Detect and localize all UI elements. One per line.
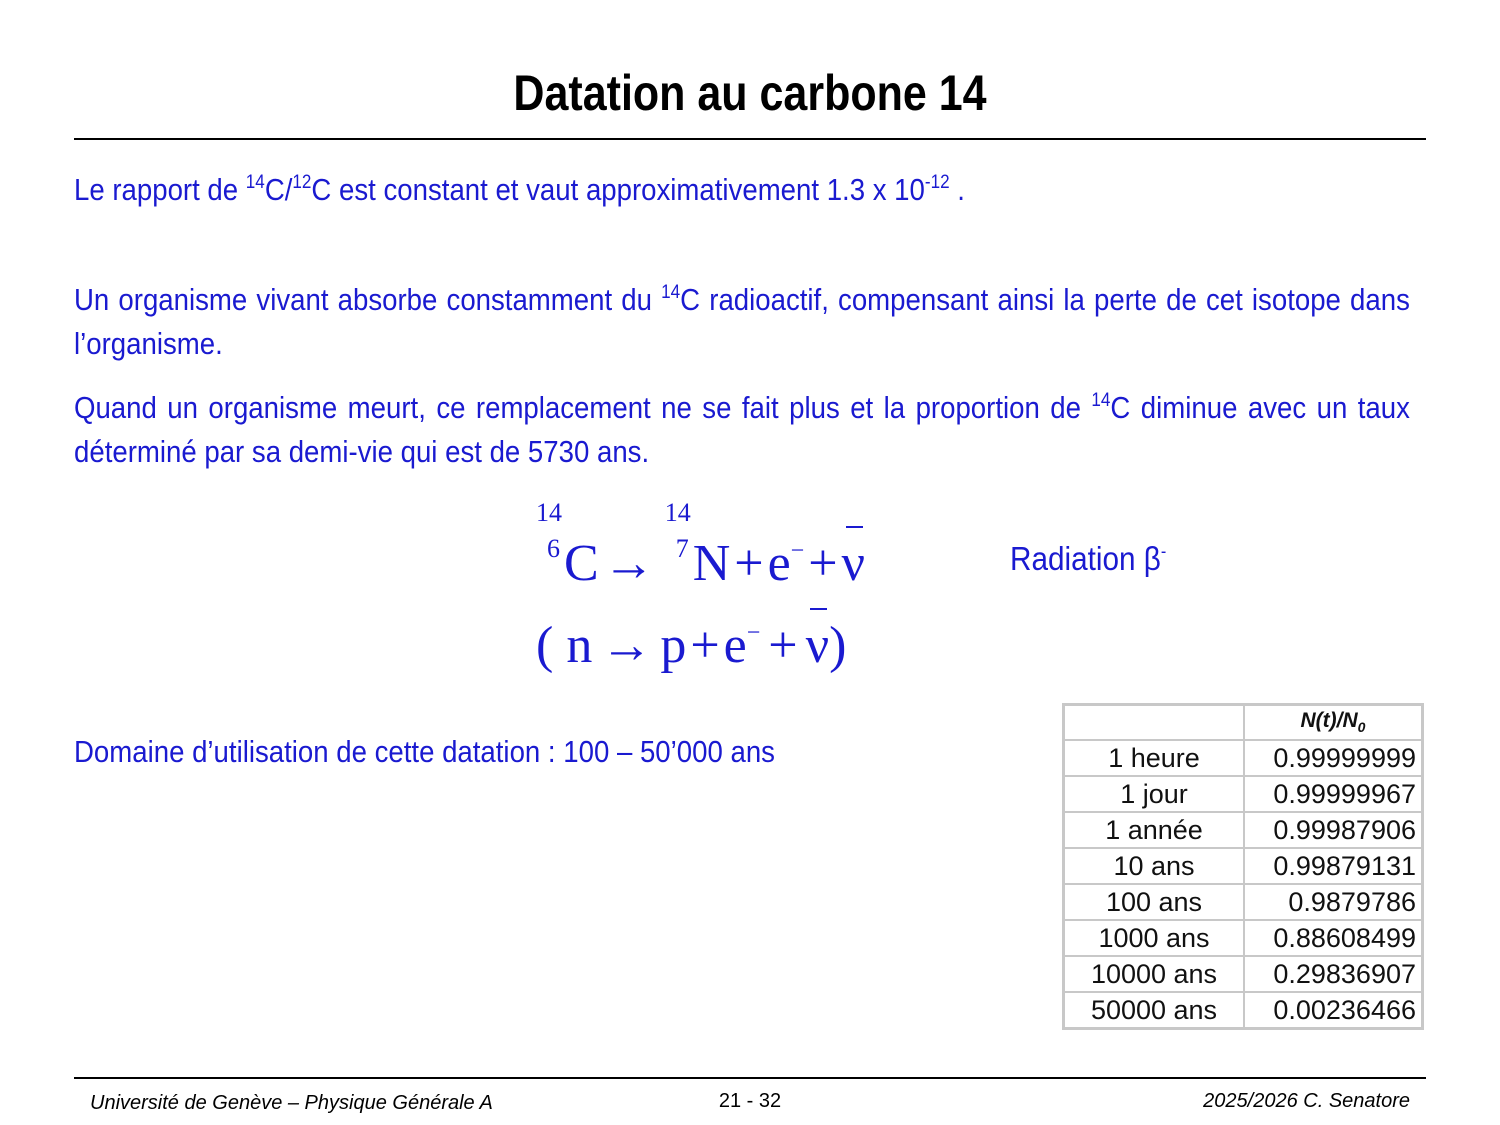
table-row (1064, 956, 1423, 992)
equation-beta-decay (530, 498, 866, 593)
p2-text-a: Un organisme vivant absorbe constamment du (74, 282, 662, 317)
carbon-symbol: C (564, 535, 599, 592)
table-header-row (1064, 705, 1423, 741)
cell-ratio: 0.99999967 (1244, 776, 1423, 812)
cell-ratio: 0.29836907 (1244, 956, 1423, 992)
nitrogen-symbol: N (692, 535, 731, 592)
radiation-label: Radiation β- (1010, 540, 1167, 577)
cell-time: 1 année (1064, 812, 1245, 848)
cell-time: 10 ans (1064, 848, 1245, 884)
reaction-arrow: → (602, 535, 655, 592)
cell-ratio: 0.99999999 (1244, 740, 1423, 776)
table-row (1064, 740, 1423, 776)
p1-text-d: . (949, 172, 965, 207)
header-time (1064, 705, 1245, 741)
footer-divider (74, 1077, 1426, 1079)
antineutrino-symbol: ν (805, 617, 830, 674)
p1-sup-14: 14 (245, 171, 265, 193)
header-ratio: $N(t)/N_0$ (1244, 705, 1423, 741)
table-row (1064, 920, 1423, 956)
electron-symbol: e (723, 617, 747, 674)
carbon-isotope-numbers: 14 6 (536, 498, 562, 563)
antineutrino-symbol: ν (841, 535, 866, 592)
footer-university: Université de Genève – Physique Générale A (90, 1092, 493, 1114)
plus-sign: + (768, 617, 798, 674)
p2-sup-14: 14 (661, 281, 681, 303)
reaction-arrow: → (600, 617, 653, 674)
p1-text-c: C est constant et vaut approximativement 1.3 x 10 (311, 172, 925, 207)
cell-time: 10000 ans (1064, 956, 1245, 992)
electron-symbol: e (767, 535, 791, 592)
plus-sign: + (734, 535, 764, 592)
close-paren: ) (829, 617, 847, 674)
p2-text-b: C radioactif, compensant ainsi la perte de cet isotope dans l’organisme. (74, 282, 1410, 361)
p3-sup-14: 14 (1091, 389, 1111, 411)
nitrogen-isotope-numbers: 14 7 (664, 498, 691, 563)
p1-text-b: C/ (264, 172, 293, 207)
equation-neutron-decay (536, 616, 846, 675)
cell-time: 1 heure (1064, 740, 1245, 776)
table-row (1064, 848, 1423, 884)
electron-charge: − (790, 537, 805, 564)
cell-time: 50000 ans (1064, 992, 1245, 1029)
decay-table (1062, 703, 1424, 1030)
page-number: 21 - 32 (718, 1090, 782, 1112)
p1-sup-exp: -12 (924, 171, 950, 193)
plus-sign: + (808, 535, 838, 592)
table-row (1064, 884, 1423, 920)
title-divider (74, 138, 1426, 140)
cell-ratio: 0.9879786 (1244, 884, 1423, 920)
open-paren-neutron: ( n (536, 617, 593, 674)
cell-ratio: 0.99879131 (1244, 848, 1423, 884)
paragraph-decay (74, 386, 1410, 474)
p3-text-b: C diminue avec un taux déterminé par sa demi-vie qui est de 5730 ans. (74, 390, 1410, 469)
p1-text-a: Le rapport de (74, 172, 246, 207)
paragraph-absorption (74, 278, 1410, 366)
table-row (1064, 776, 1423, 812)
cell-ratio: 0.00236466 (1244, 992, 1423, 1029)
table-row (1064, 992, 1423, 1029)
table-row (1064, 812, 1423, 848)
electron-charge: − (746, 619, 761, 646)
cell-ratio: 0.99987906 (1244, 812, 1423, 848)
range-text: Domaine d’utilisation de cette datation : 100 – 50’000 ans (74, 734, 775, 769)
plus-sign: + (690, 617, 720, 674)
paragraph-ratio (74, 168, 1410, 212)
cell-time: 1000 ans (1064, 920, 1245, 956)
cell-time: 100 ans (1064, 884, 1245, 920)
cell-ratio: 0.88608499 (1244, 920, 1423, 956)
slide-title: Datation au carbone 14 (513, 65, 987, 121)
footer-author: 2025/2026 C. Senatore (1203, 1090, 1410, 1112)
cell-time: 1 jour (1064, 776, 1245, 812)
p1-sup-12: 12 (292, 171, 312, 193)
p3-text-a: Quand un organisme meurt, ce remplacement ne se fait plus et la proportion de (74, 390, 1092, 425)
proton-symbol: p (660, 617, 687, 674)
